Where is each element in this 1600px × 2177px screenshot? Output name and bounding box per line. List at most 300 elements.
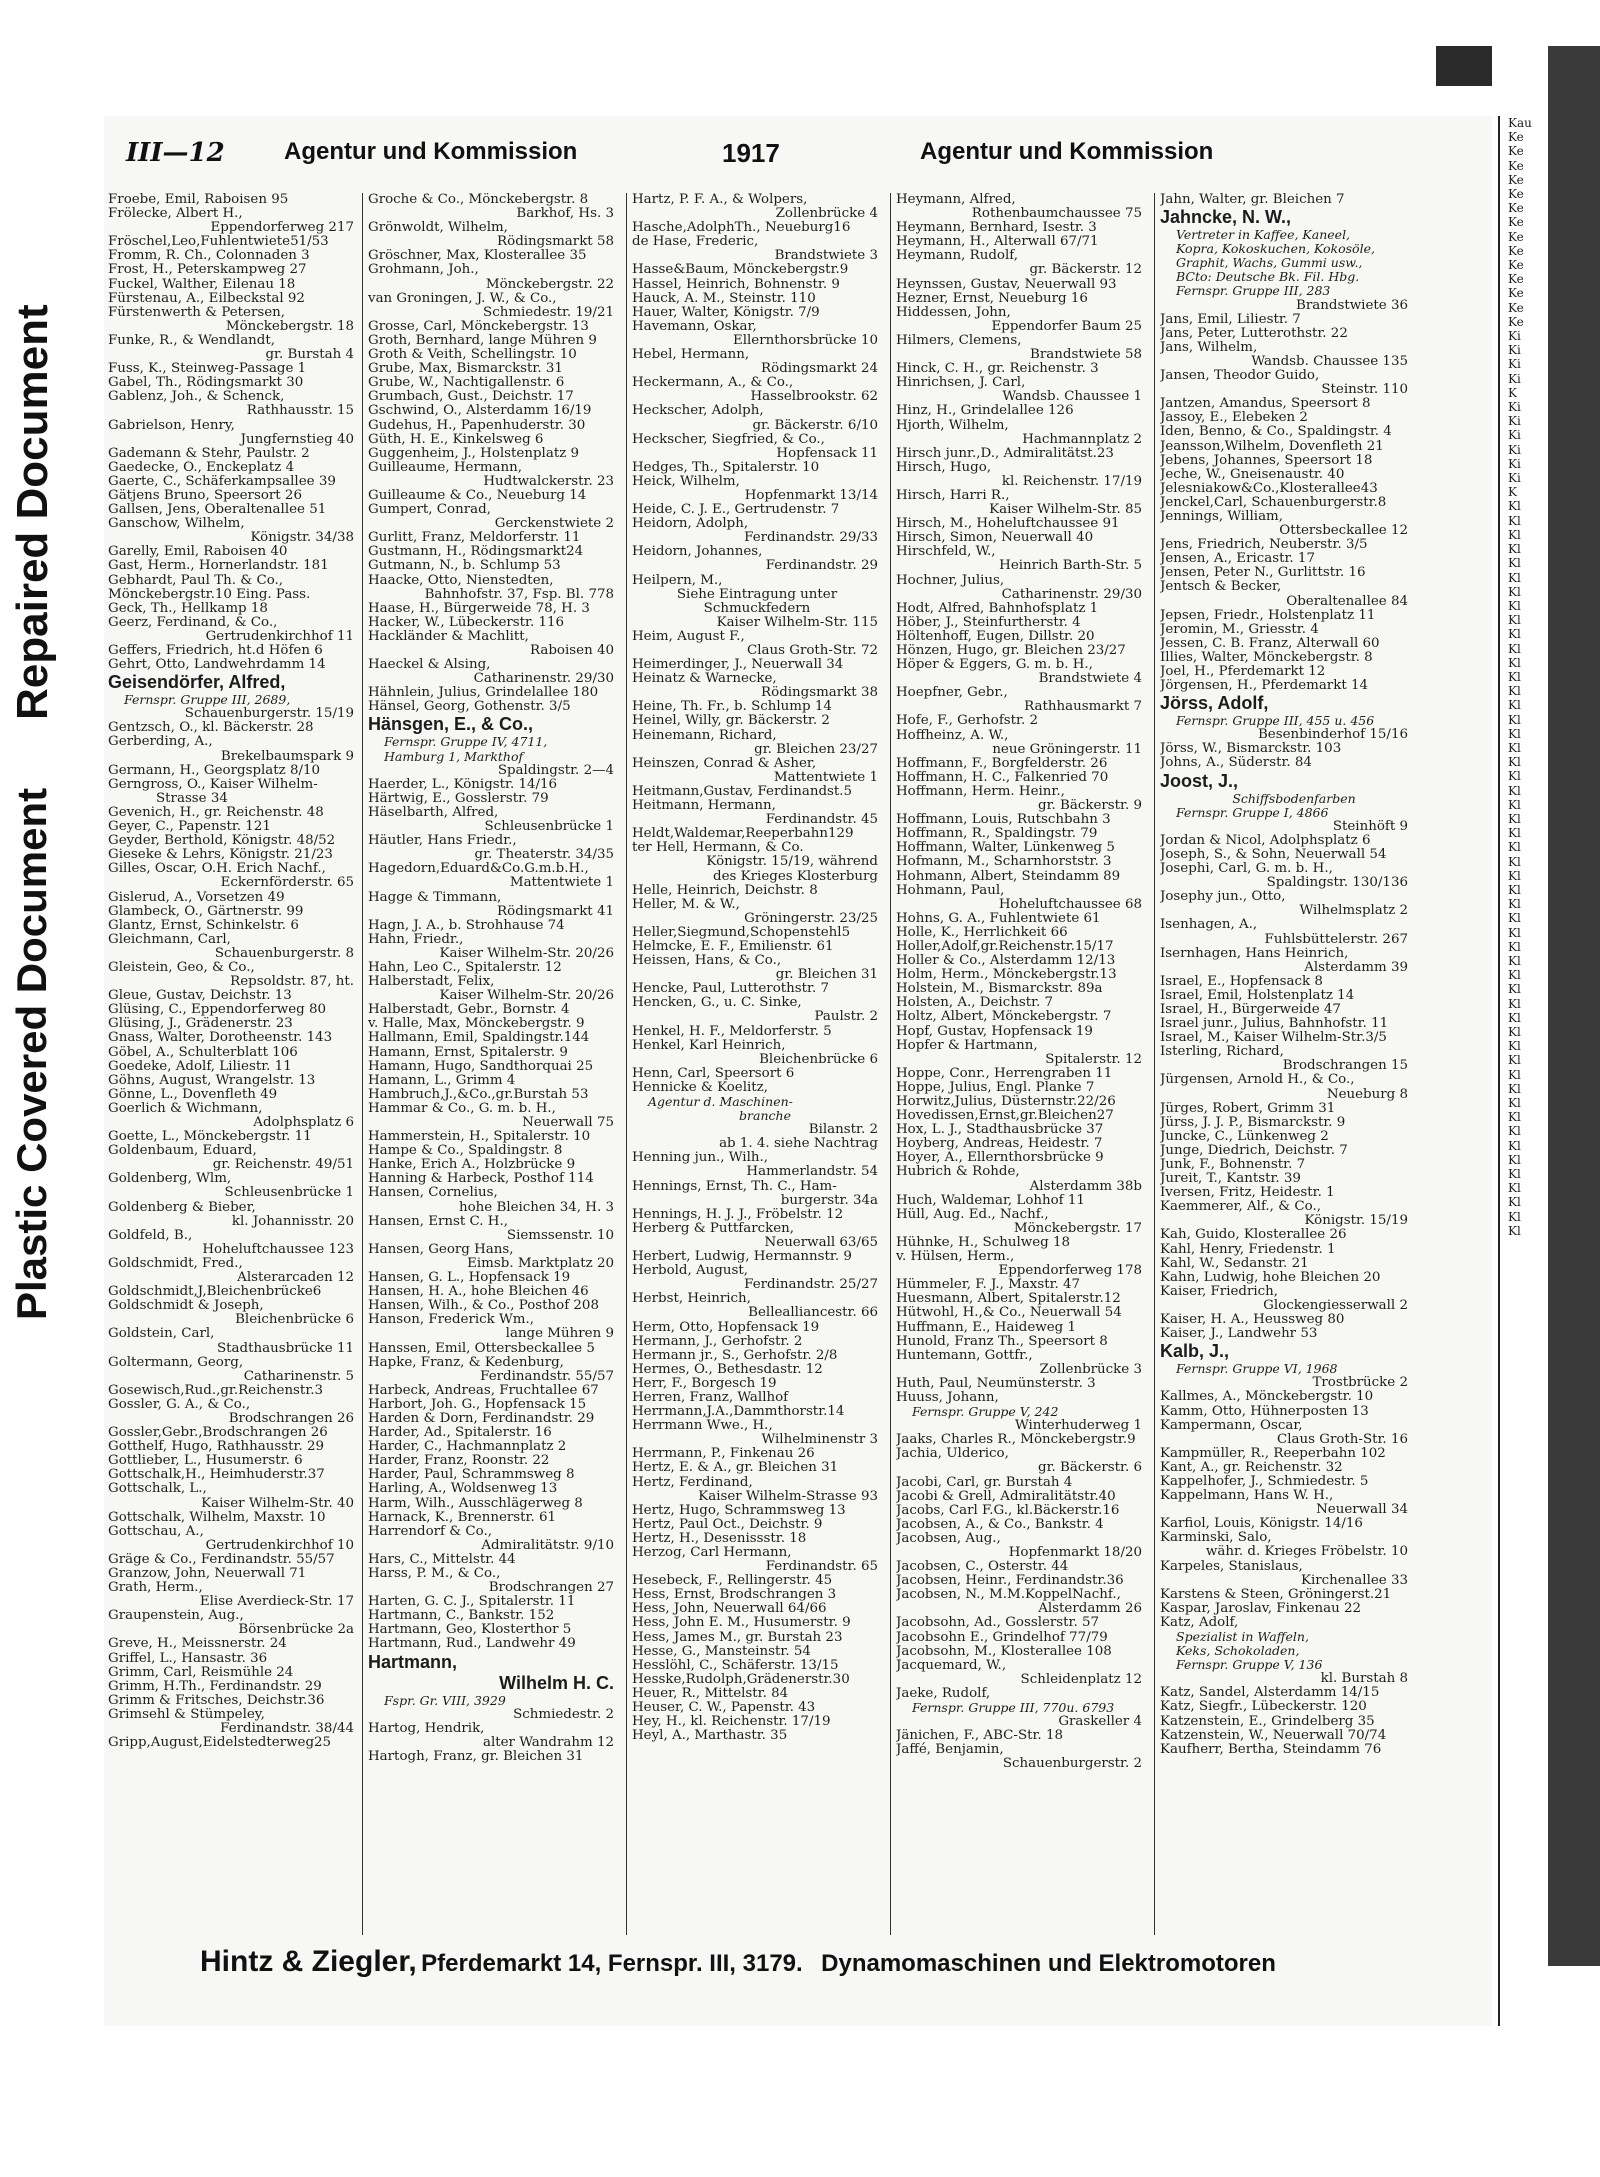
directory-entry: Haerder, L., Königstr. 14/16 [368, 776, 558, 792]
directory-entry: Brandstwiete 58 [1030, 347, 1142, 363]
edge-fragment: Kl [1508, 613, 1521, 628]
directory-entry: Gaerte, C., Schäferkampsallee 39 [108, 473, 336, 489]
directory-entry: hohe Bleichen 34, H. 3 [458, 1199, 614, 1215]
directory-entry: währ. d. Krieges Fröbelstr. 10 [1205, 1544, 1408, 1560]
directory-entry: Rödingsmarkt 58 [497, 234, 614, 250]
directory-entry: Jensen, A., Ericastr. 17 [1160, 551, 1315, 567]
edge-fragment: Ke [1508, 243, 1524, 258]
directory-entry: Hamann, Ernst, Spitalerstr. 9 [368, 1044, 568, 1060]
directory-entry: Schmiedestr. 19/21 [483, 304, 614, 320]
directory-entry: Hasse&Baum, Mönckebergstr.9 [632, 262, 849, 278]
directory-entry: Besenbinderhof 15/16 [1257, 727, 1408, 743]
directory-entry: Grimm, H.Th., Ferdinandstr. 29 [108, 1678, 322, 1694]
directory-entry: Harnack, K., Brennerstr. 61 [368, 1509, 557, 1525]
directory-entry: Hallmann, Emil, Spaldingstr.144 [368, 1030, 590, 1046]
directory-entry: Jacquemard, W., [896, 1657, 1007, 1673]
directory-entry: Gislerud, A., Vorsetzen 49 [108, 889, 285, 905]
directory-entry: Jaeke, Rudolf, [896, 1685, 991, 1701]
edge-fragment: Kl [1508, 1010, 1521, 1025]
directory-entry: Horwitz,Julius, Düsternstr.22/26 [896, 1094, 1116, 1109]
directory-entry: Jaaks, Charles R., Mönckebergstr.9 [896, 1432, 1136, 1448]
directory-entry: Geffers, Friedrich, ht.d Höfen 6 [108, 643, 323, 658]
directory-entry: Eppendorfer Baum 25 [991, 318, 1142, 334]
directory-entry: Jacobsen, A., & Co., Bankstr. 4 [896, 1516, 1104, 1532]
directory-entry: Hahn, Friedr., [368, 931, 464, 947]
directory-entry: Ellernthorsbrücke 10 [732, 332, 878, 348]
directory-entry: Gerckenstwiete 2 [494, 516, 614, 532]
directory-entry: Rödingsmarkt 41 [497, 903, 614, 919]
directory-entry: Hesske,Rudolph,Grädenerstr.30 [632, 1671, 850, 1687]
directory-entry: Hamann, L., Grimm 4 [368, 1072, 516, 1088]
directory-entry: Gröschner, Max, Klosterallee 35 [368, 248, 587, 264]
directory-entry: Griffel, L., Hansastr. 36 [108, 1650, 268, 1666]
directory-entry: Heymann, Alfred, [896, 193, 1016, 207]
directory-entry: Haase, H., Bürgerweide 78, H. 3 [368, 600, 590, 616]
edge-fragment: Kl [1508, 1181, 1521, 1196]
directory-entry: Hüll, Aug. Ed., Nachf., [896, 1206, 1049, 1222]
edge-fragment: Kl [1508, 811, 1521, 826]
directory-entry: Hansen, Ernst C. H., [368, 1213, 508, 1229]
edge-fragment: Kl [1508, 684, 1521, 699]
edge-fragment: Ki [1508, 343, 1521, 358]
directory-entry: Gleichmann, Carl, [108, 931, 231, 947]
directory-entry: Hopf, Gustav, Hopfensack 19 [896, 1023, 1093, 1039]
directory-entry: Goedeke, Adolf, Liliestr. 11 [108, 1058, 292, 1074]
directory-entry: Hahn, Leo C., Spitalerstr. 12 [368, 959, 562, 975]
directory-entry: Hansen, Cornelius, [368, 1185, 498, 1201]
edge-fragment: Kl [1508, 1096, 1521, 1111]
column-1 [108, 193, 358, 1935]
directory-entry: Strasse 34 [156, 790, 228, 806]
directory-entry: Hirsch, Simon, Neuerwall 40 [896, 530, 1094, 546]
directory-entry: Hartmann, C., Bankstr. 152 [368, 1608, 555, 1624]
directory-entry: Junk, F., Bohnenstr. 7 [1160, 1157, 1306, 1172]
directory-entry: Harm, Wilh., Ausschlägerweg 8 [368, 1495, 583, 1511]
directory-entry: Israel, E., Hopfensack 8 [1160, 973, 1323, 989]
directory-entry: Grohmann, Joh., [368, 262, 479, 278]
directory-entry: Hennings, H. J. J., Fröbelstr. 12 [632, 1206, 844, 1222]
directory-entry: Paulstr. 2 [814, 1009, 878, 1025]
directory-entry: Hoppe, Conr., Herrengraben 11 [896, 1065, 1113, 1081]
directory-entry: Fürstenwerth & Petersen, [108, 304, 286, 320]
directory-entry: Hauck, A. M., Steinstr. 110 [632, 290, 816, 306]
directory-entry: Joel, H., Pferdemarkt 12 [1160, 664, 1326, 679]
directory-entry: Garelly, Emil, Raboisen 40 [108, 544, 288, 560]
directory-entry: Keks, Schokoladen, [1176, 1643, 1300, 1659]
directory-entry: Hebel, Hermann, [632, 347, 750, 363]
directory-entry: Fernspr. Gruppe III, 770u. 6793 [912, 1700, 1115, 1716]
edge-fragment: Ke [1508, 272, 1524, 287]
directory-entry: Hoyberg, Andreas, Heidestr. 7 [896, 1136, 1103, 1152]
directory-entry: Höber, J., Steinfurtherstr. 4 [896, 614, 1081, 630]
directory-entry: Hambruch,J.,&Co.,gr.Burstah 53 [368, 1086, 589, 1102]
directory-entry: Kappelmann, Hans W. H., [1160, 1488, 1334, 1504]
directory-entry: Hey, H., kl. Reichenstr. 17/19 [632, 1714, 831, 1730]
directory-entry: Steinhöft 9 [1332, 818, 1408, 834]
directory-entry: Hanson, Frederick Wm., [368, 1312, 534, 1328]
edge-fragment: Ke [1508, 172, 1524, 187]
edge-fragment: Kl [1508, 783, 1521, 798]
directory-entry: Glüsing, J., Grädenerstr. 23 [108, 1016, 293, 1032]
directory-entry: Wilhelm H. C. [499, 1672, 614, 1693]
directory-entry: Hermann jr., S., Gerhofstr. 2/8 [632, 1347, 838, 1363]
directory-entry: Heymann, Rudolf, [896, 248, 1018, 264]
directory-entry: Fernspr. Gruppe VI, 1968 [1176, 1361, 1338, 1377]
directory-entry: Huch, Waldemar, Lohhof 11 [896, 1192, 1085, 1208]
directory-entry: Heinemann, Richard, [632, 727, 777, 743]
directory-entry: Jacobi, Carl, gr. Burstah 4 [896, 1474, 1073, 1490]
directory-entry: Herbert, Ludwig, Hermannstr. 9 [632, 1249, 852, 1265]
directory-entry: Heller, M. & W., [632, 896, 740, 912]
column-rule [626, 193, 627, 1935]
directory-entry: Hartmann, Geo, Klosterthor 5 [368, 1622, 572, 1638]
directory-entry: Hansen, Georg Hans, [368, 1241, 514, 1257]
directory-entry: Jordan & Nicol, Adolphsplatz 6 [1160, 832, 1371, 848]
edge-fragment: Ki [1508, 357, 1521, 372]
directory-entry: Hanke, Erich A., Holzbrücke 9 [368, 1157, 576, 1173]
directory-entry: Zollenbrücke 3 [1039, 1361, 1142, 1377]
edge-fragment: Kl [1508, 1223, 1521, 1238]
directory-entry: Groth, Bernhard, lange Mühren 9 [368, 332, 597, 348]
directory-entry: Heuer, R., Mittelstr. 84 [632, 1685, 789, 1701]
directory-entry: Bleichenbrücke 6 [759, 1051, 878, 1067]
directory-entry: Hopfensack 11 [776, 445, 878, 461]
directory-entry: Josephi, Carl, G. m. b. H., [1160, 861, 1333, 877]
directory-entry: Raboisen 40 [529, 643, 614, 658]
directory-entry: Kaiser Wilhelm-Str. 20/26 [439, 988, 614, 1004]
directory-entry: Karfiol, Louis, Königstr. 14/16 [1160, 1516, 1363, 1532]
directory-entry: Häselbarth, Alfred, [368, 804, 499, 820]
header-year: 1917 [722, 138, 780, 168]
directory-entry: gr. Reichenstr. 49/51 [212, 1157, 354, 1173]
directory-entry: Holler & Co., Alsterdamm 12/13 [896, 953, 1116, 969]
directory-entry: Gschwind, O., Alsterdamm 16/19 [368, 403, 592, 419]
directory-entry: Kallmes, A., Mönckebergstr. 10 [1160, 1389, 1374, 1405]
directory-entry: Jacobsohn E., Grindelhof 77/79 [896, 1629, 1108, 1645]
directory-entry: Jaffé, Benjamin, [896, 1742, 1004, 1758]
directory-entry: Eimsb. Marktplatz 20 [467, 1255, 614, 1271]
directory-entry: Kaiser, Friedrich, [1160, 1283, 1279, 1299]
directory-entry: Jacobsen, N., M.M.KoppelNachf., [896, 1587, 1121, 1603]
directory-entry: Ferdinandstr. 38/44 [220, 1721, 354, 1737]
directory-entry: Hohmann, Paul, [896, 882, 1005, 898]
directory-entry: Hassel, Heinrich, Bohnenstr. 9 [632, 276, 840, 292]
directory-entry: Geerz, Ferdinand, & Co., [108, 614, 278, 630]
directory-entry: Joost, J., [1160, 770, 1239, 791]
directory-entry: Hopfenmarkt 18/20 [1008, 1545, 1142, 1560]
directory-entry: Hirsch junr.,D., Admiralitätst.23 [896, 445, 1114, 461]
directory-entry: Ferdinandstr. 45 [765, 812, 878, 828]
directory-entry: Wandsb. Chaussee 1 [1002, 389, 1142, 405]
directory-entry: Fuckel, Walther, Eilenau 18 [108, 276, 296, 292]
directory-entry: Goldenberg & Bieber, [108, 1199, 256, 1215]
directory-entry: Jans, Peter, Lutterothstr. 22 [1160, 325, 1348, 341]
directory-entry: Jacobsen, C., Osterstr. 44 [896, 1559, 1069, 1575]
directory-entry: Rathhausmarkt 7 [1024, 699, 1142, 715]
directory-entry: Heinrich Barth-Str. 5 [999, 558, 1142, 574]
directory-entry: Heinszen, Conrad & Asher, [632, 755, 817, 771]
edge-fragment: Ke [1508, 144, 1524, 159]
directory-entry: Catharinenstr. 29/30 [1001, 586, 1142, 602]
directory-entry: Hopfenmarkt 13/14 [744, 487, 878, 503]
directory-entry: Kamm, Otto, Hühnerposten 13 [1160, 1403, 1369, 1419]
directory-entry: Jörss, Adolf, [1160, 693, 1269, 714]
directory-entry: Kampmüller, R., Reeperbahn 102 [1160, 1445, 1386, 1461]
directory-entry: Jens, Friedrich, Neuberstr. 3/5 [1160, 537, 1368, 553]
document-stamp [0, 170, 70, 1320]
directory-entry: Hennicke & Koelitz, [632, 1079, 768, 1095]
directory-entry: Illies, Walter, Mönckebergstr. 8 [1160, 649, 1373, 665]
directory-entry: Hümmeler, F. J., Maxstr. 47 [896, 1277, 1081, 1293]
directory-entry: Admiralitätstr. 9/10 [481, 1537, 614, 1553]
directory-entry: Hesse, G., Mansteinstr. 54 [632, 1643, 811, 1659]
directory-entry: Fernspr. Gruppe IV, 4711, [384, 734, 548, 750]
directory-entry: Hencke, Paul, Lutterothstr. 7 [632, 981, 829, 997]
directory-entry: Schleusenbrücke 1 [484, 819, 614, 835]
edge-fragment: Kl [1508, 996, 1521, 1011]
directory-entry: Joseph, S., & Sohn, Neuerwall 54 [1160, 846, 1387, 862]
edge-fragment: Kl [1508, 968, 1521, 983]
directory-entry: Helle, Heinrich, Deichstr. 8 [632, 882, 818, 898]
directory-entry: Iversen, Fritz, Heidestr. 1 [1160, 1185, 1335, 1201]
edge-fragment: Kl [1508, 826, 1521, 841]
directory-entry: Gertrudenkirchhof 11 [205, 628, 354, 644]
column-3 [632, 193, 882, 1935]
directory-entry: gr. Bäckerstr. 12 [1029, 262, 1142, 278]
directory-entry: Ferdinandstr. 55/57 [480, 1368, 614, 1384]
directory-entry: Jepsen, Friedr., Holstenplatz 11 [1160, 607, 1376, 623]
directory-entry: Hackländer & Machlitt, [368, 628, 529, 644]
directory-entry: Jürss, J. J. P., Bismarckstr. 9 [1160, 1114, 1346, 1130]
directory-entry: Hjorth, Wilhelm, [896, 417, 1009, 433]
directory-entry: Katzenstein, E., Grindelberg 35 [1160, 1713, 1375, 1729]
directory-entry: Heitmann, Hermann, [632, 798, 776, 814]
directory-entry: Kirchenallee 33 [1300, 1572, 1408, 1588]
directory-entry: lange Mühren 9 [505, 1326, 614, 1342]
directory-entry: neue Gröningerstr. 11 [992, 741, 1142, 757]
directory-entry: gr. Bäckerstr. 6/10 [752, 417, 878, 433]
directory-entry: Schmiedestr. 2 [513, 1706, 614, 1722]
directory-entry: Hartmann, Rud., Landwehr 49 [368, 1636, 576, 1652]
directory-entry: Jantzen, Amandus, Speersort 8 [1160, 396, 1371, 412]
directory-entry: Isterling, Richard, [1160, 1044, 1284, 1060]
footer-company: Hintz & Ziegler, [200, 1945, 417, 1978]
header-title-right: Agentur und Kommission [920, 138, 1214, 165]
directory-entry: kl. Burstah 8 [1320, 1671, 1408, 1687]
directory-entry: Agentur d. Maschinen- [648, 1094, 793, 1109]
directory-entry: Gabel, Th., Rödingsmarkt 30 [108, 375, 304, 391]
directory-entry: Hoyer, A., Ellernthorsbrücke 9 [896, 1150, 1104, 1166]
directory-entry: Heckermann, A., & Co., [632, 375, 794, 391]
directory-entry: Härtwig, E., Gosslerstr. 79 [368, 790, 549, 806]
directory-entry: Mattentwiete 1 [509, 875, 614, 891]
directory-entry: Gurlitt, Franz, Meldorferstr. 11 [368, 530, 581, 546]
directory-entry: Goldstein, Carl, [108, 1326, 215, 1342]
directory-entry: de Hase, Frederic, [632, 234, 759, 250]
directory-entry: Hartog, Hendrik, [368, 1720, 485, 1736]
directory-entry: Fernspr. Gruppe I, 4866 [1176, 804, 1329, 820]
directory-entry: Gertrudenkirchhof 10 [205, 1537, 354, 1553]
column-2 [368, 193, 618, 1935]
directory-entry: des Krieges Klosterburg [713, 868, 878, 884]
directory-entry: Grube, W., Nachtigallenstr. 6 [368, 375, 565, 391]
directory-entry: Elise Averdieck-Str. 17 [199, 1594, 354, 1610]
directory-entry: Kalb, J., [1160, 1341, 1230, 1362]
directory-entry: Neuerwall 75 [522, 1115, 614, 1130]
directory-entry: Katz, Sandel, Alsterdamm 14/15 [1160, 1685, 1380, 1701]
directory-entry: Herrmann,J.A.,Dammthorstr.14 [632, 1404, 845, 1420]
directory-entry: Graupenstein, Aug., [108, 1608, 244, 1624]
edge-fragment: K [1508, 385, 1517, 400]
directory-entry: Brandstwiete 4 [1038, 671, 1142, 687]
edge-fragment: Kl [1508, 755, 1521, 770]
directory-entry: Schauenburgerstr. 8 [214, 945, 354, 961]
directory-entry: Karstens & Steen, Gröningerst.21 [1160, 1586, 1392, 1602]
directory-entry: Claus Groth-Str. 16 [1277, 1431, 1408, 1447]
header-title-left: Agentur und Kommission [284, 138, 578, 165]
directory-entry: Gleue, Gustav, Deichstr. 13 [108, 988, 292, 1004]
directory-entry: gr. Bäckerstr. 9 [1038, 798, 1142, 814]
directory-entry: Glambeck, O., Gärtnerstr. 99 [108, 903, 304, 919]
directory-entry: Hähnlein, Julius, Grindelallee 180 [368, 685, 599, 701]
directory-entry: Hampe & Co., Spaldingstr. 8 [368, 1143, 563, 1159]
directory-entry: gr. Bleichen 31 [775, 967, 878, 983]
edge-fragment: Kl [1508, 698, 1521, 713]
directory-entry: gr. Burstah 4 [265, 347, 354, 363]
directory-entry: Fromm, R. Ch., Colonnaden 3 [108, 248, 310, 264]
edge-fragment: Ke [1508, 300, 1524, 315]
directory-entry: Harbeck, Andreas, Fruchtallee 67 [368, 1382, 599, 1398]
edge-fragment: Kl [1508, 570, 1521, 585]
directory-entry: Heymann, Bernhard, Isestr. 3 [896, 220, 1097, 236]
directory-entry: Kant, A., gr. Reichenstr. 32 [1160, 1459, 1343, 1475]
directory-entry: Jelesniakow&Co.,Klosterallee43 [1160, 480, 1378, 496]
directory-entry: van Groningen, J. W., & Co., [368, 290, 557, 306]
directory-entry: Harling, A., Woldsenweg 13 [368, 1481, 558, 1497]
edge-fragment: Kl [1508, 1067, 1521, 1082]
edge-fragment: Kl [1508, 953, 1521, 968]
directory-entry: Hertz, Ferdinand, [632, 1474, 753, 1490]
directory-entry: Goldschmidt, Fred., [108, 1255, 243, 1271]
directory-entry: Grath, Herm., [108, 1580, 203, 1596]
directory-entry: ab 1. 4. siehe Nachtrag [719, 1136, 878, 1152]
directory-entry: Heilpern, M., [632, 572, 723, 588]
directory-entry: Göbel, A., Schulterblatt 106 [108, 1044, 298, 1060]
directory-entry: Hedges, Th., Spitalerstr. 10 [632, 459, 820, 475]
edge-fragment: Kl [1508, 513, 1521, 528]
edge-fragment: Ke [1508, 158, 1524, 173]
directory-entry: Kahl, W., Sedanstr. 21 [1160, 1255, 1309, 1271]
directory-entry: Heidorn, Johannes, [632, 544, 763, 560]
directory-entry: Herr, F., Borgesch 19 [632, 1375, 777, 1391]
directory-entry: Schleidenplatz 12 [1020, 1671, 1142, 1687]
directory-entry: Geyder, Berthold, Königstr. 48/52 [108, 833, 336, 849]
directory-entry: Hänsgen, E., & Co., [368, 714, 534, 735]
directory-entry: gr. Theaterstr. 34/35 [474, 847, 614, 863]
edge-fragment: Ki [1508, 471, 1521, 486]
directory-entry: Gilles, Oscar, O.H. Erich Nachf., [108, 861, 326, 877]
edge-fragment: Kl [1508, 527, 1521, 542]
directory-entry: Hubrich & Rohde, [896, 1164, 1020, 1180]
directory-entry: Heick, Wilhelm, [632, 473, 740, 489]
directory-entry: Gröningerstr. 23/25 [744, 910, 878, 926]
directory-entry: Spezialist in Waffeln, [1176, 1629, 1309, 1644]
directory-entry: Gerberding, A., [108, 734, 213, 750]
stamp-repaired: Repaired Document [8, 304, 57, 720]
directory-entry: Heine, Th. Fr., b. Schlump 14 [632, 699, 832, 715]
directory-entry: Goette, L., Mönckebergstr. 11 [108, 1129, 312, 1145]
directory-entry: Gentzsch, O., kl. Bäckerstr. 28 [108, 720, 314, 736]
directory-entry: Huntemann, Gottfr., [896, 1347, 1033, 1363]
directory-entry: Spaldingstr. 2—4 [497, 762, 614, 778]
directory-entry: Graskeller 4 [1058, 1714, 1142, 1730]
directory-entry: Hertz, Hugo, Schrammsweg 13 [632, 1502, 846, 1518]
directory-entry: Grönwoldt, Wilhelm, [368, 220, 508, 236]
directory-entry: Jacobsen, Aug., [896, 1530, 1001, 1546]
directory-entry: Funke, R., & Wendlandt, [108, 332, 276, 348]
directory-entry: Gossler,Gebr.,Brodschrangen 26 [108, 1425, 328, 1441]
directory-entry: Höltenhoff, Eugen, Dillstr. 20 [896, 628, 1095, 644]
directory-entry: Grube, Max, Bismarckstr. 31 [368, 361, 563, 377]
directory-entry: Hoffmann, R., Spaldingstr. 79 [896, 826, 1098, 842]
edge-fragment: Ki [1508, 371, 1521, 386]
directory-entry: Gräge & Co., Ferdinandstr. 55/57 [108, 1551, 335, 1567]
directory-entry: Harten, G. C. J., Spitalerstr. 11 [368, 1594, 576, 1610]
directory-entry: Spitalerstr. 12 [1045, 1051, 1142, 1067]
directory-entry: Herzog, Carl Hermann, [632, 1545, 792, 1560]
edge-fragment: Kl [1508, 1081, 1521, 1096]
edge-fragment: Kl [1508, 556, 1521, 571]
directory-entry: Hirsch, Hugo, [896, 459, 992, 475]
directory-entry: burgerstr. 34a [780, 1192, 878, 1208]
footer-products: Dynamomaschinen und Elektromotoren [821, 1950, 1276, 1977]
directory-entry: Groth & Veith, Schellingstr. 10 [368, 347, 577, 363]
directory-entry: Jessen, C. B. Franz, Alterwall 60 [1160, 635, 1380, 651]
directory-entry: Bleichenbrücke 6 [235, 1312, 354, 1328]
edge-fragment: Kl [1508, 740, 1521, 755]
directory-entry: Jansen, Theodor Guido, [1160, 368, 1320, 384]
edge-fragment: Ke [1508, 314, 1524, 329]
directory-entry: Hoffmann, Herm. Heinr., [896, 783, 1065, 799]
edge-fragment: Kl [1508, 641, 1521, 656]
directory-entry: v. Halle, Max, Mönckebergstr. 9 [368, 1016, 585, 1032]
directory-entry: kl. Reichenstr. 17/19 [1001, 473, 1142, 489]
directory-entry: Heymann, H., Alterwall 67/71 [896, 234, 1099, 250]
directory-entry: Guggenheim, J., Holstenplatz 9 [368, 445, 580, 461]
directory-entry: Hamburg 1, Markthof [384, 748, 524, 764]
directory-entry: Goldfeld, B., [108, 1227, 193, 1243]
directory-entry: Gotthelf, Hugo, Rathhausstr. 29 [108, 1439, 325, 1455]
directory-entry: Heller,Siegmund,Schopenstehl5 [632, 924, 851, 940]
edge-fragment: Kl [1508, 1025, 1521, 1039]
directory-entry: Herren, Franz, Wallhof [632, 1389, 789, 1405]
directory-entry: Neueburg 8 [1326, 1086, 1408, 1102]
directory-entry: Grimm, Carl, Reismühle 24 [108, 1664, 294, 1680]
directory-entry: Alsterarcaden 12 [237, 1270, 354, 1286]
edge-fragment: Kl [1508, 655, 1521, 670]
directory-entry: Herberg & Puttfarcken, [632, 1220, 795, 1236]
edge-fragment: Ki [1508, 414, 1521, 429]
edge-fragment: Kl [1508, 712, 1521, 727]
directory-entry: Ferdinandstr. 25/27 [744, 1277, 878, 1293]
edge-fragment: K [1508, 485, 1517, 500]
directory-entry: Jungfernstieg 40 [240, 431, 354, 447]
directory-entry: Holler,Adolf,gr.Reichenstr.15/17 [896, 938, 1114, 954]
directory-entry: Eckernförderstr. 65 [220, 875, 354, 891]
directory-entry: Grimsehl & Stümpeley, [108, 1706, 265, 1722]
directory-entry: Fernspr. Gruppe III, 2689, [124, 692, 291, 708]
directory-entry: Häutler, Hans Friedr., [368, 833, 517, 849]
